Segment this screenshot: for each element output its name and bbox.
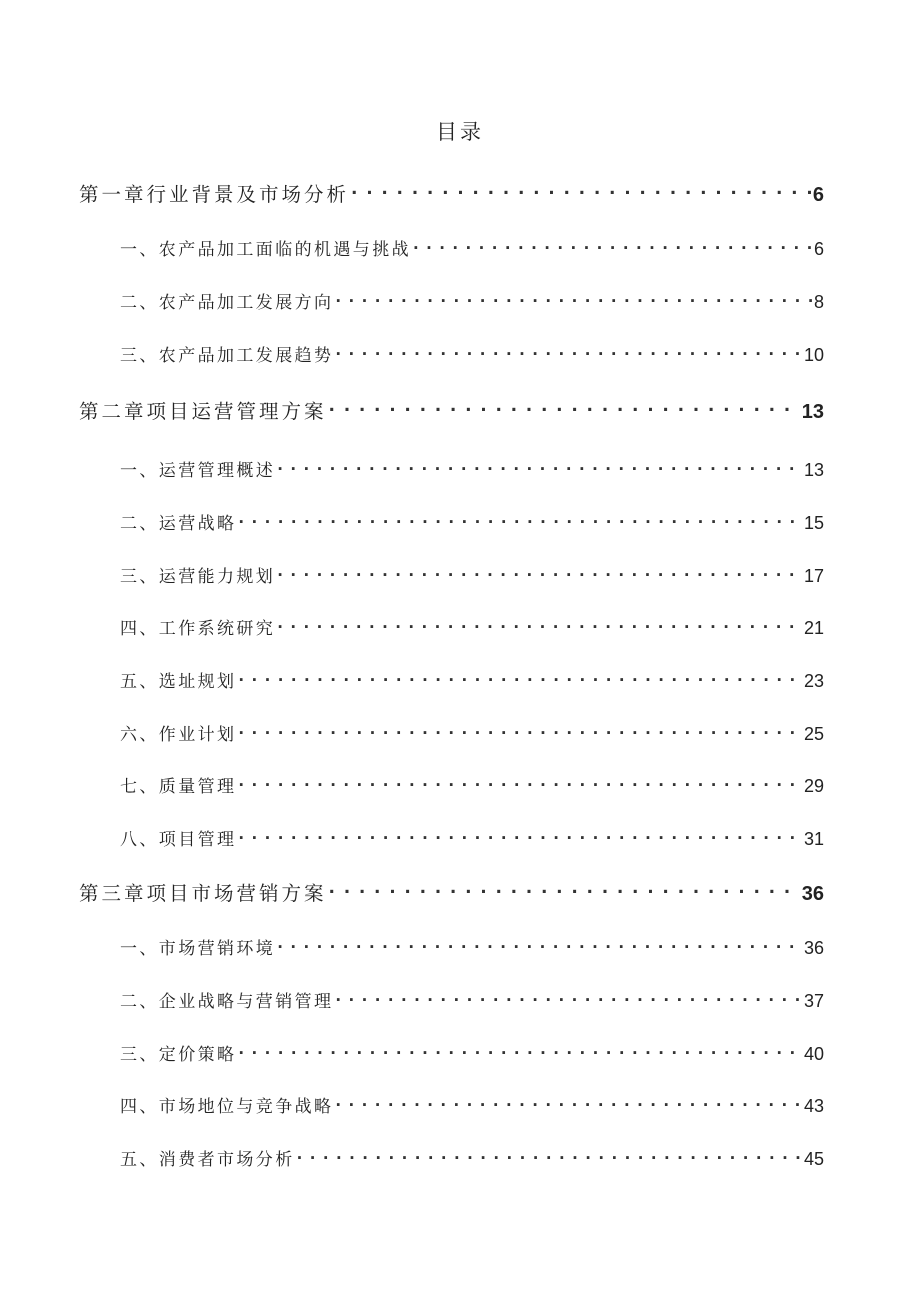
toc-entry-chapter-1[interactable] [79,179,824,207]
toc-entry-chapter-2[interactable] [79,396,824,424]
toc-entry-page: 25 [803,724,824,744]
toc-entry-page: 21 [803,618,824,638]
toc-entry-section[interactable] [120,288,824,313]
toc-entry-label: 三、农产品加工发展趋势 [120,346,334,366]
toc-entry-label: 第二章项目运营管理方案 [79,400,327,423]
toc-entry-label: 第三章项目市场营销方案 [79,882,327,905]
toc-entry-page: 8 [813,292,824,312]
toc-entry-page: 40 [803,1044,824,1064]
toc-entry-label: 一、运营管理概述 [120,461,276,481]
toc-entry-label: 第一章行业背景及市场分析 [79,183,350,206]
toc-entry-label: 二、农产品加工发展方向 [120,293,334,313]
toc-entry-page: 29 [803,776,824,796]
toc-entry-page: 31 [803,829,824,849]
toc-entry-section[interactable] [120,614,824,639]
toc-entry-section[interactable] [120,934,824,959]
toc-entry-page: 6 [812,184,824,206]
dot-leader [277,565,802,582]
toc-entry-page: 6 [813,239,824,259]
toc-entry-section[interactable] [120,456,824,481]
dot-leader [335,291,812,308]
toc-entry-section[interactable] [120,720,824,745]
dot-leader [238,775,802,792]
toc-entry-section[interactable] [120,987,824,1012]
toc-title: 目录 [436,120,484,144]
dot-leader [238,1043,802,1060]
toc-entry-label: 三、定价策略 [120,1045,237,1065]
dot-leader [335,1095,802,1112]
toc-entry-label: 二、企业战略与营销管理 [120,992,334,1012]
toc-entry-page: 36 [803,938,824,958]
dot-leader [277,617,802,634]
toc-entry-section[interactable] [120,1040,824,1065]
toc-entry-section[interactable] [120,1145,824,1170]
toc-entry-page: 13 [801,401,824,423]
dot-leader [277,459,802,476]
dot-leader [413,238,812,255]
toc-entry-page: 43 [803,1096,824,1116]
dot-leader [329,881,800,901]
dot-leader [238,670,802,687]
toc-entry-chapter-3[interactable] [79,878,824,906]
toc-entry-label: 八、项目管理 [120,830,237,850]
toc-entry-label: 一、市场营销环境 [120,939,276,959]
dot-leader [329,399,800,419]
toc-entry-page: 13 [803,460,824,480]
toc-entry-section[interactable] [120,1092,824,1117]
toc-entry-page: 37 [803,991,824,1011]
toc-entry-page: 10 [803,345,824,365]
toc-entry-page: 45 [803,1149,824,1169]
toc-entry-label: 六、作业计划 [120,725,237,745]
toc-entry-section[interactable] [120,667,824,692]
toc-entry-page: 15 [803,513,824,533]
toc-entry-section[interactable] [120,562,824,587]
dot-leader [277,937,802,954]
toc-entry-label: 四、工作系统研究 [120,619,276,639]
dot-leader [238,512,802,529]
dot-leader [335,344,802,361]
toc-entry-label: 二、运营战略 [120,514,237,534]
toc-entry-page: 36 [801,883,824,905]
toc-entry-section[interactable] [120,341,824,366]
toc-entry-label: 四、市场地位与竞争战略 [120,1097,334,1117]
toc-entry-page: 23 [803,671,824,691]
toc-entry-label: 五、消费者市场分析 [120,1150,295,1170]
toc-entry-label: 七、质量管理 [120,777,237,797]
toc-entry-section[interactable] [120,235,824,260]
toc-entry-label: 五、选址规划 [120,672,237,692]
toc-entry-section[interactable] [120,825,824,850]
dot-leader [238,828,802,845]
dot-leader [351,182,811,202]
toc-entry-label: 三、运营能力规划 [120,567,276,587]
toc-entry-section[interactable] [120,772,824,797]
toc-entry-page: 17 [803,566,824,586]
dot-leader [238,723,802,740]
dot-leader [297,1148,802,1165]
toc-entry-label: 一、农产品加工面临的机遇与挑战 [120,240,411,260]
dot-leader [335,990,802,1007]
toc-entry-section[interactable] [120,509,824,534]
